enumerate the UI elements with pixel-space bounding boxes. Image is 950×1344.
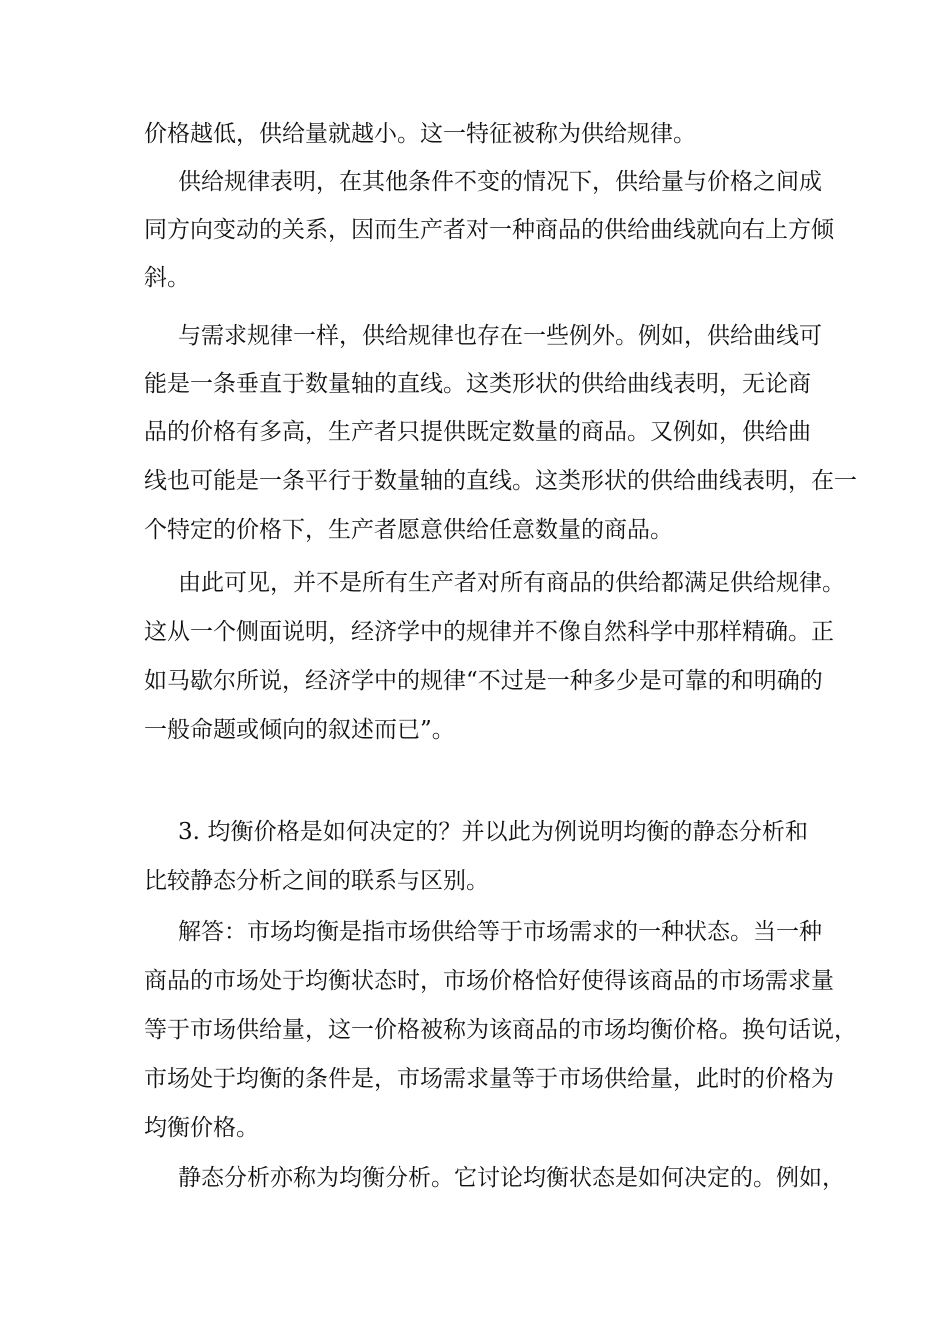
paragraph-line: 由此可见，并不是所有生产者对所有商品的供给都满足供给规律。 (178, 570, 845, 596)
text-line: 同方向变动的关系，因而生产者对一种商品的供给曲线就向右上方倾 (144, 217, 834, 243)
text-line: 如马歇尔所说，经济学中的规律“不过是一种多少是可靠的和明确的 (144, 668, 823, 694)
text-line: 能是一条垂直于数量轴的直线。这类形状的供给曲线表明，无论商 (144, 371, 811, 397)
paragraph-line: 与需求规律一样，供给规律也存在一些例外。例如，供给曲线可 (178, 323, 822, 349)
answer-line: 解答：市场均衡是指市场供给等于市场需求的一种状态。当一种 (178, 919, 822, 945)
paragraph-line: 静态分析亦称为均衡分析。它讨论均衡状态是如何决定的。例如， (178, 1165, 845, 1191)
question-line: 比较静态分析之间的联系与区别。 (144, 868, 489, 894)
text-line: 等于市场供给量，这一价格被称为该商品的市场均衡价格。换句话说， (144, 1017, 857, 1043)
text-line: 这从一个侧面说明，经济学中的规律并不像自然科学中那样精确。正 (144, 619, 834, 645)
text-line: 斜。 (144, 265, 190, 291)
text-line: 商品的市场处于均衡状态时，市场价格恰好使得该商品的市场需求量 (144, 968, 834, 994)
text-line: 一般命题或倾向的叙述而已”。 (144, 717, 455, 743)
paragraph-line: 供给规律表明，在其他条件不变的情况下，供给量与价格之间成 (178, 169, 822, 195)
text-line: 品的价格有多高，生产者只提供既定数量的商品。又例如，供给曲 (144, 419, 811, 445)
text-line: 市场处于均衡的条件是，市场需求量等于市场供给量，此时的价格为 (144, 1066, 834, 1092)
text-line: 价格越低，供给量就越小。这一特征被称为供给规律。 (144, 121, 696, 147)
text-line: 个特定的价格下，生产者愿意供给任意数量的商品。 (144, 517, 673, 543)
text-line: 均衡价格。 (144, 1115, 259, 1141)
text-line: 线也可能是一条平行于数量轴的直线。这类形状的供给曲线表明，在一 (144, 468, 857, 494)
question-line: 3. 均衡价格是如何决定的？并以此为例说明均衡的静态分析和 (178, 819, 808, 845)
